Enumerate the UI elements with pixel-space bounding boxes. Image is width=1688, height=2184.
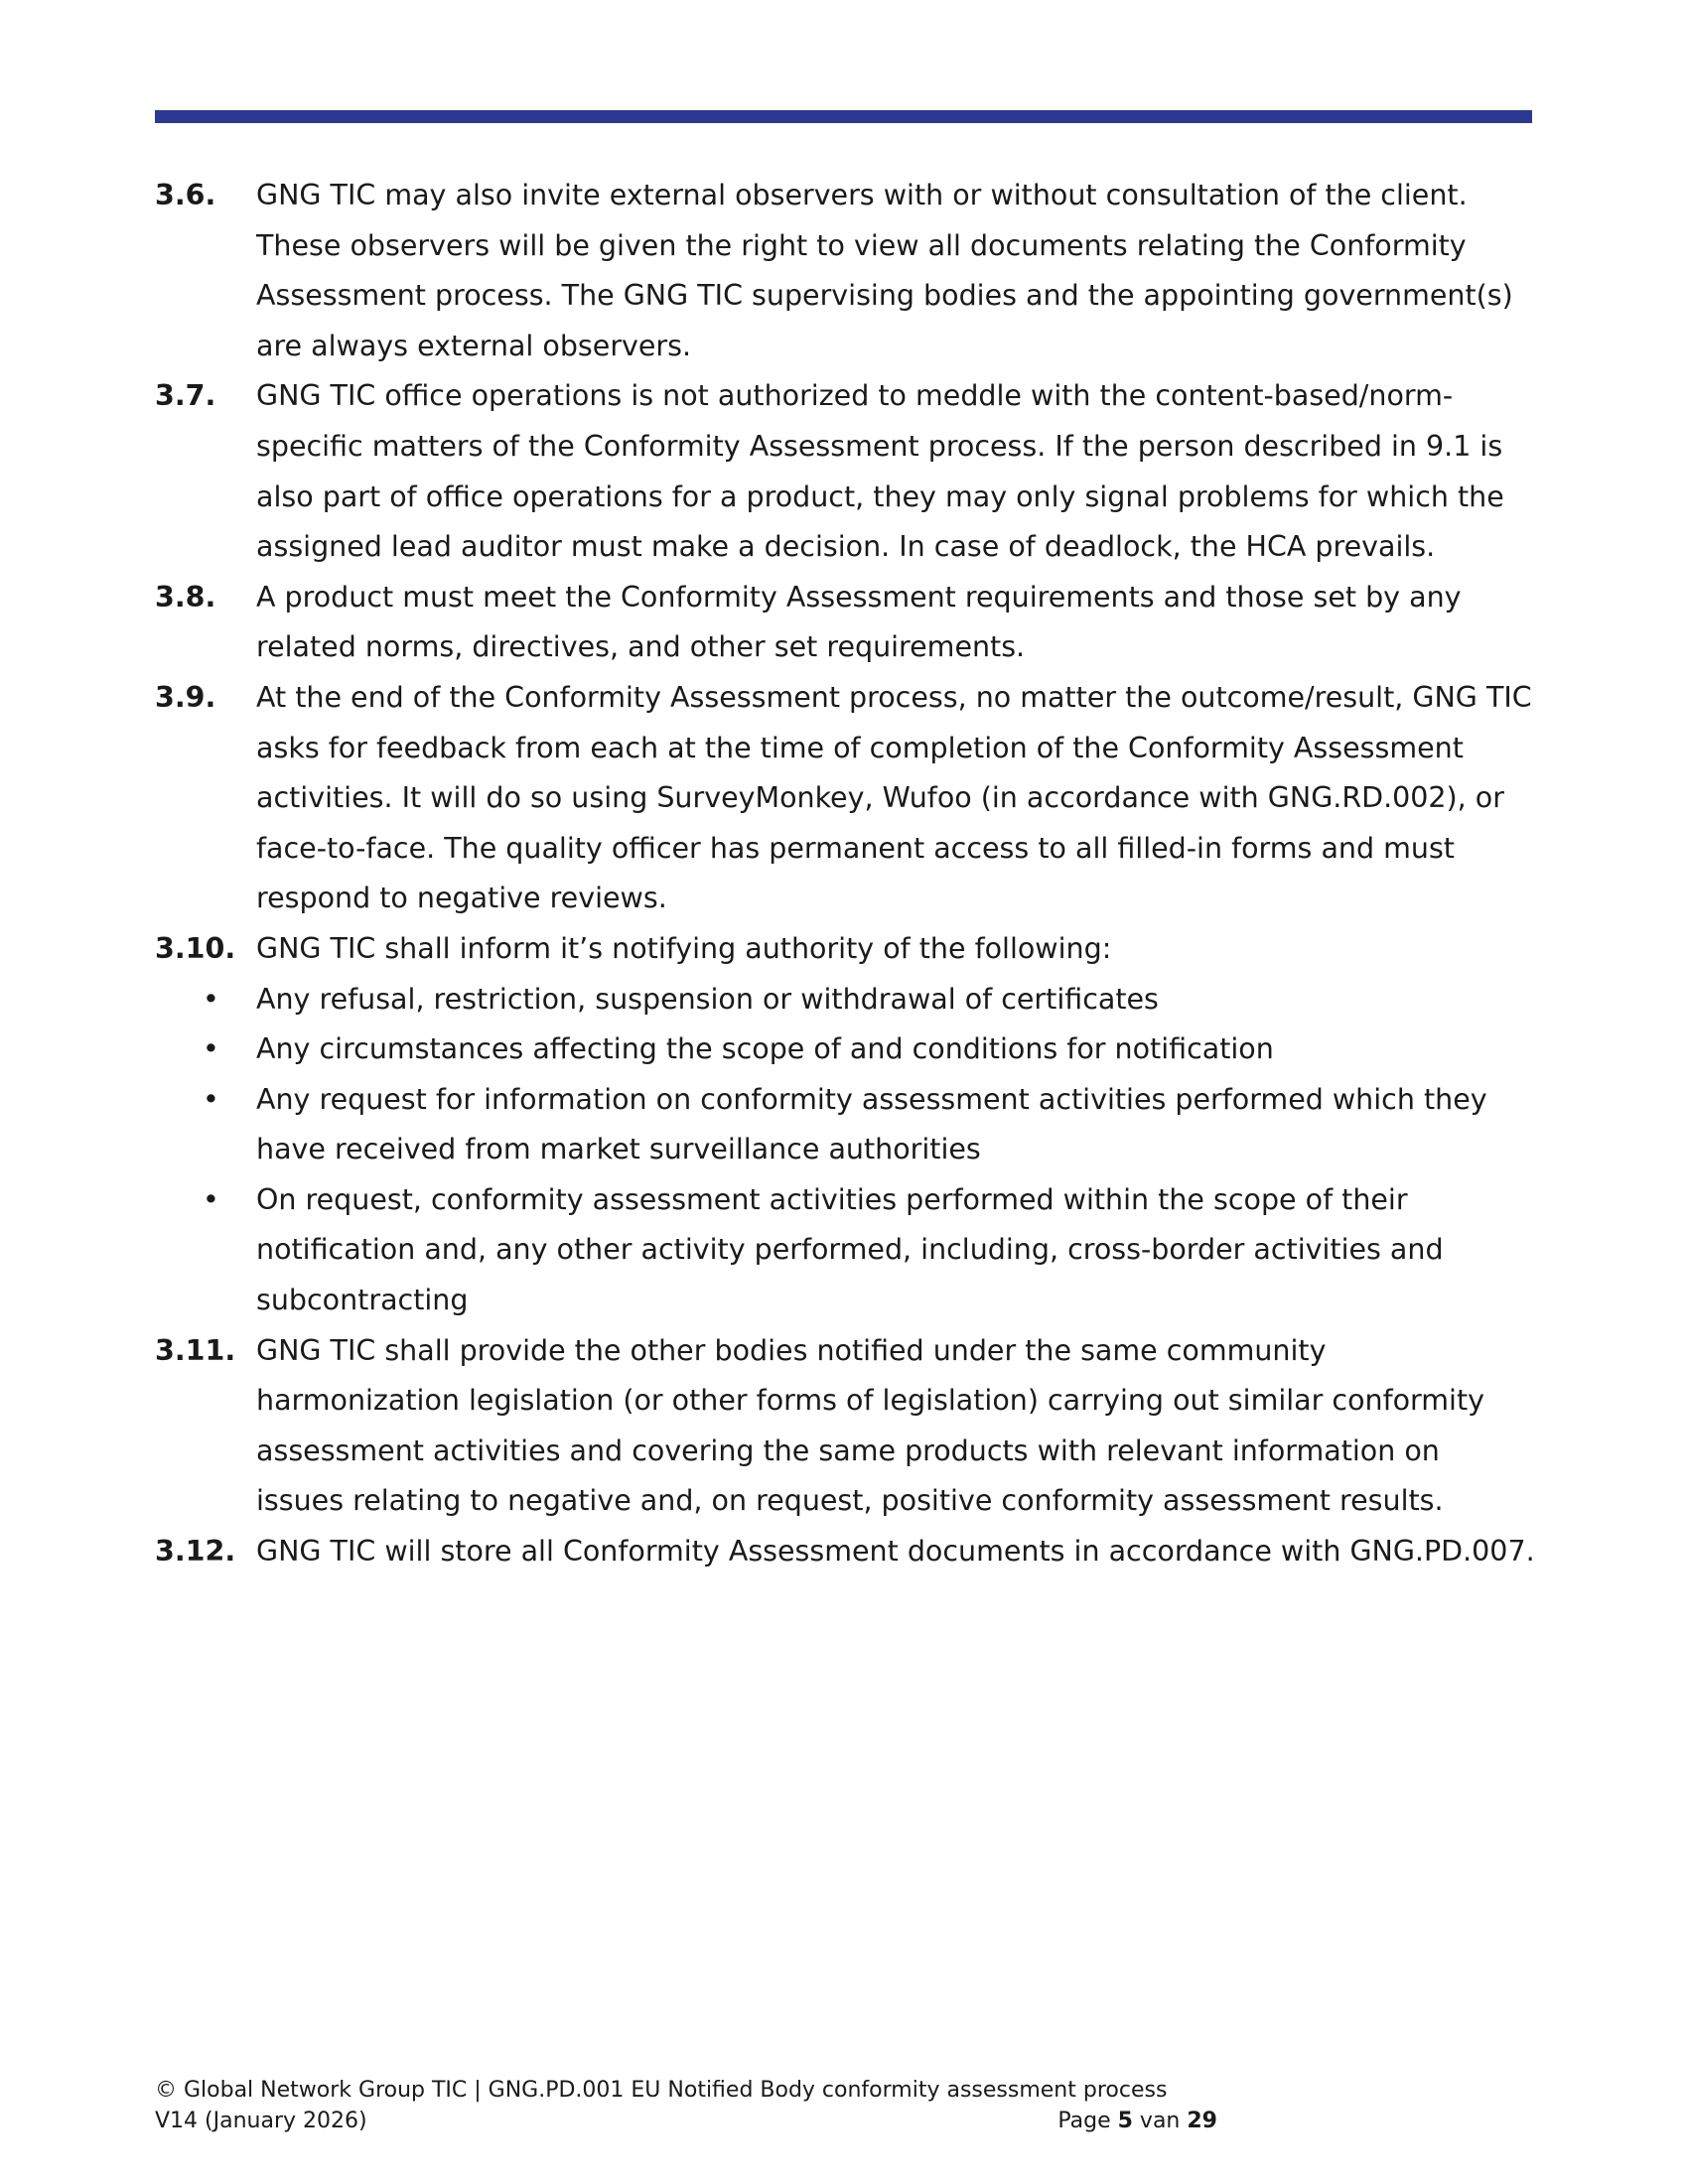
section-3-8 bbox=[155, 573, 1535, 673]
section-3-7 bbox=[155, 371, 1535, 572]
section-text: At the end of the Conformity Assessment process, no matter the outcome/result, GNG TIC asks for feedback from each at the time of completion of the Conformity Assessment activities. It will do so using SurveyMonkey, Wufoo (in accordance with GNG.RD.002), or face-to-face. The quality officer has permanent access to all filled-in forms and must respond to negative reviews. bbox=[256, 680, 1532, 915]
section-number: 3.11. bbox=[155, 1333, 236, 1367]
section-text: GNG TIC shall inform it’s notifying authority of the following: bbox=[256, 931, 1112, 965]
section-number: 3.9. bbox=[155, 680, 216, 714]
section-3-11 bbox=[155, 1326, 1535, 1527]
section-number: 3.7. bbox=[155, 379, 216, 413]
bullet-icon: • bbox=[203, 1032, 219, 1066]
section-text: GNG TIC shall provide the other bodies notified under the same community harmonization legislation (or other forms of legislation) carrying out similar conformity assessment activities and covering the same products with relevant information on issues relating to negative and, on request, positive conformity assessment results. bbox=[256, 1333, 1484, 1518]
page-total: 29 bbox=[1187, 2109, 1217, 2133]
footer-meta bbox=[155, 2106, 1217, 2136]
bullet-icon: • bbox=[203, 1182, 219, 1216]
section-3-12 bbox=[155, 1527, 1535, 1577]
section-number: 3.6. bbox=[155, 179, 216, 211]
section-text: GNG TIC may also invite external observers with or without consultation of the client. These observers will be given the right to view all documents relating the Conformity Assessment process. The GNG TIC supervising bodies and the appointing government(s) are always external observers. bbox=[256, 179, 1513, 362]
bullet-icon: • bbox=[203, 1082, 219, 1116]
list-item bbox=[155, 1075, 1535, 1175]
list-item-text: Any circumstances affecting the scope of and conditions for notification bbox=[256, 1032, 1274, 1066]
list-item-text: Any refusal, restriction, suspension or withdrawal of certificates bbox=[256, 982, 1159, 1016]
section-3-9 bbox=[155, 673, 1535, 924]
list-item-text: On request, conformity assessment activities performed within the scope of their notification and, any other activity performed, including, cross-border activities and subcontracting bbox=[256, 1182, 1444, 1317]
list-item-text: Any request for information on conformity assessment activities performed which they have received from market surveillance authorities bbox=[256, 1082, 1487, 1166]
list-item bbox=[155, 975, 1535, 1025]
section-number: 3.8. bbox=[155, 580, 216, 614]
header-rule bbox=[155, 110, 1532, 123]
section-text: GNG TIC will store all Conformity Assessment documents in accordance with GNG.PD.007. bbox=[256, 1535, 1535, 1569]
section-3-10 bbox=[155, 924, 1535, 975]
list-item bbox=[155, 1175, 1535, 1326]
section-number: 3.12. bbox=[155, 1535, 236, 1569]
bullet-icon: • bbox=[203, 982, 219, 1016]
footer-version: V14 (January 2026) bbox=[155, 2109, 367, 2133]
section-number: 3.10. bbox=[155, 931, 236, 965]
section-3-6 bbox=[155, 171, 1535, 371]
page-current: 5 bbox=[1117, 2109, 1133, 2133]
section-text: A product must meet the Conformity Assessment requirements and those set by any related norms, directives, and other set requirements. bbox=[256, 580, 1462, 664]
section-text: GNG TIC office operations is not authorized to meddle with the content-based/norm-specific matters of the Conformity Assessment process. If the person described in 9.1 is also part of office operations for a product, they may only signal problems for which the assigned lead auditor must make a decision. In case of deadlock, the HCA prevails. bbox=[256, 379, 1504, 564]
document-body bbox=[155, 171, 1535, 1577]
page-footer bbox=[155, 2075, 1217, 2136]
footer-copyright: © Global Network Group TIC | GNG.PD.001 EU Notified Body conformity assessment process bbox=[155, 2078, 1168, 2103]
page-number: Page 5 van 29 bbox=[1057, 2109, 1217, 2133]
list-item bbox=[155, 1024, 1535, 1075]
